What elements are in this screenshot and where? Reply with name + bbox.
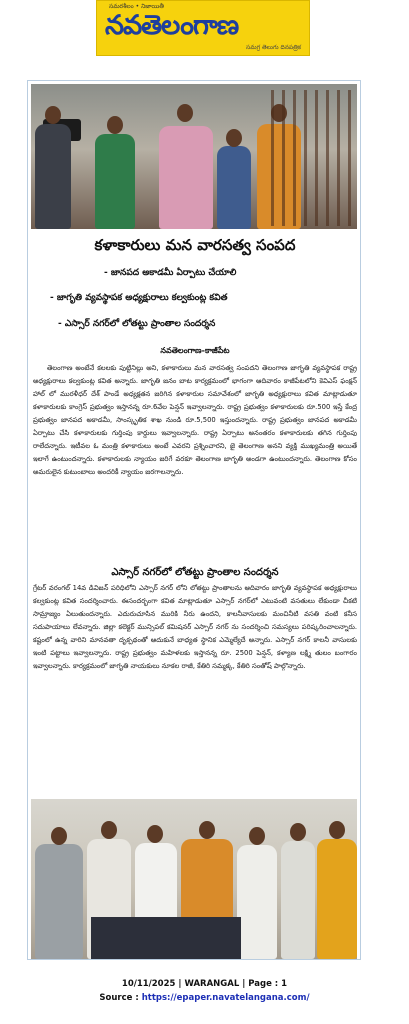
newspaper-masthead [96, 0, 310, 56]
article-photo-bottom [31, 799, 357, 959]
article-midhead: ఎస్సార్ నగర్‌లో లోతట్టు ప్రాంతాల సందర్శన [111, 567, 279, 578]
iron-gate [271, 90, 351, 226]
table [91, 917, 241, 959]
article-paragraph-2: గ్రేటర్ వరంగల్ 14వ డివిజన్ పరిధిలోని ఎస్సార్ నగర్ లోని లోతట్టు ప్రాంతాలను ఆదివారం జాగృతి వ్యవస్థాపక అధ్యక్షురాలు కల్వకుంట్ల కవిత సందర్శించారు. ఈసందర్భంగా కవిత మాట్లాడుతూ ఎస్సార్ నగర్‌లో ఎటువంటి వసతులు లేకుండా చీకటి సామ్రాజ్యం ఏలుతుందన్నారు. ఎదురుచూసిన మురికి నీరు ఉందని, కాలనీవాసులకు మంచినీటి వసతి వంటి కనీస సదుపాయాలు లేవన్నారు. జిల్లా కలెక్టర్ మున్సిపల్ కమిషనర్ ఎస్సార్ నగర్ ను సందర్శించి సమస్యలు పరిష్కరించాలన్నారు. కష్టంలో ఉన్న వారిని మానవతా దృక్పథంతో ఆదుకునే బాధ్యత స్థానిక ఎమ్మెల్యేదే అన్నారు. ఎస్సార్ నగర్ కాలనీ వాసులకు ఇంటి పట్టాలు ఇవ్వాలన్నారు. రాష్ట్ర ప్రభుత్వం మహిళలకు ఇస్తానన్న రూ. 2500 పెన్షన్, కళ్యాణ లక్ష్మి తులం బంగారం ఇవ్వాలన్నారు. కార్యక్రమంలో జాగృతి నాయకులు నూకల రాజీ, కేతిరి సమ్మక్క, కేతిరి సంతోష్ పాల్గొన్నారు. [33, 584, 357, 671]
news-article [27, 80, 361, 960]
footer-source [0, 993, 409, 1003]
article-subhead-3: - ఎస్సార్ నగర్‌లో లోతట్టు ప్రాంతాల సందర్శన [58, 319, 216, 329]
masthead-title: నవతెలంగాణ [105, 10, 239, 41]
article-dateline: నవతెలంగాణ-కాజీపేట [160, 346, 230, 355]
article-headline: కళాకారులు మన వారసత్వ సంపద [94, 236, 296, 254]
masthead-tagline: సమరశీలం • నిజాయితీ [109, 3, 164, 10]
footer-source-link[interactable]: https://epaper.navatelangana.com/ [141, 993, 310, 1003]
article-subhead-2: - జాగృతి వ్యవస్థాపక అధ్యక్షురాలు కల్వకుంట్ల కవిత [50, 293, 228, 303]
footer-date-edition: 10/11/2025 | WARANGAL | Page : 1 [121, 979, 288, 989]
footer-source-label: Source : [99, 993, 142, 1003]
article-photo-top [31, 84, 357, 229]
article-paragraph-1: తెలంగాణ అంటేనే కలలకు పుట్టినిల్లు అని, కళాకారులు మన వారసత్వ సంపదని తెలంగాణ జాగృతి వ్యవస్థాపక రాష్ట్ర అధ్యక్షురాలు కల్వకుంట్ల కవిత అన్నారు. జాగృతి జనం బాట కార్యక్రమంలో భాగంగా ఆదివారం కాజీపేటలోని కెవిఎస్ ఫంక్షన్ హాల్ లో మురళీధర్ దేశ్ పాండే అధ్యక్షతన జరిగిన కళాకారుల సమావేశంలో జాగృతి అధ్యక్షురాలు కవిత మాట్లాడుతూ కళాకారులకు కాంగ్రెస్ ప్రభుత్వం ఇస్తానన్న రూ.6వేల పెన్షన్ ఇవ్వాలన్నారు. రాష్ట్ర ప్రభుత్వం కళాకారులకు రూ.500 ఇస్తే కేంద్ర ప్రభుత్వం జానపద అకాడమీ, సాంస్కృతిక శాఖ నుండి రూ.5,500 ఇస్తుందన్నారు. రాష్ట్ర ప్రభుత్వం జానపద అకాడమీ ఏర్పాటు చేసి కళాకారులకు గుర్తింపు కార్డులు ఇవ్వాలన్నారు. రాష్ట్ర ఏర్పాటు అనంతరం కళాకారులకు తగిన గుర్తింపు రాలేదన్నారు. ఇటీవల ఓ మంత్రి కళాకారులు అంటే ఎవరని ప్రశ్నించారని, జై తెలంగాణ అనని వ్యక్తి ముఖ్యమంత్రి అయితే ఇలాగే ఉంటుందన్నారు. కళాకారులకు న్యాయం జరిగే వరకూ తెలంగాణ జాగృతి అండగా ఉంటుందన్నారు. తెలంగాణ కోసం అమరులైన కుటుంబాలు అందరికీ న్యాయం జరగాలన్నారు. [33, 364, 357, 477]
article-subhead-1: - జానపద అకాడమీ ఏర్పాటు చేయాలి [104, 268, 237, 278]
masthead-subtitle: సమగ్ర తెలుగు దినపత్రిక [246, 44, 301, 51]
